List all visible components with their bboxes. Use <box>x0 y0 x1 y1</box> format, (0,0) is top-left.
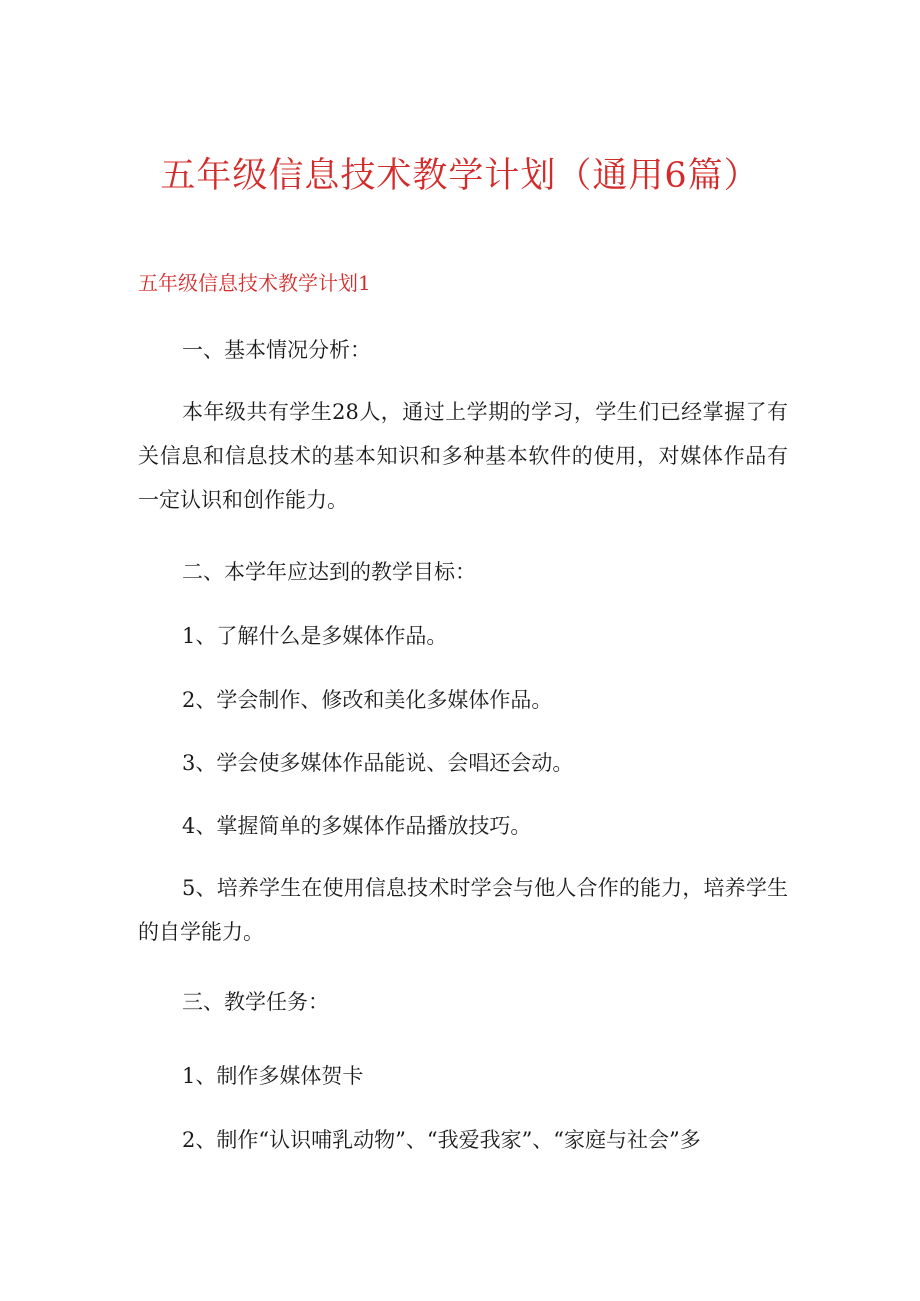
goal-item-2: 2、学会制作、修改和美化多媒体作品。 <box>182 688 553 712</box>
heading-teaching-goals: 二、本学年应达到的教学目标： <box>182 560 476 584</box>
paragraph-student-overview: 本年级共有学生28人，通过上学期的学习，学生们已经掌握了有关信息和信息技术的基本知识和多种基本软件的使用，对媒体作品有一定认识和创作能力。 <box>138 400 788 512</box>
heading-basic-analysis: 一、基本情况分析： <box>182 338 371 362</box>
goal-item-4: 4、掌握简单的多媒体作品播放技巧。 <box>182 814 532 838</box>
goal-item-3: 3、学会使多媒体作品能说、会唱还会动。 <box>182 751 574 775</box>
task-item-2: 2、制作“认识哺乳动物”、“我爱我家”、“家庭与社会”多 <box>182 1128 701 1152</box>
goal-item-1: 1、了解什么是多媒体作品。 <box>182 624 448 648</box>
section-title: 五年级信息技术教学计划1 <box>138 271 371 295</box>
task-item-1: 1、制作多媒体贺卡 <box>182 1064 364 1088</box>
document-title: 五年级信息技术教学计划（通用6篇） <box>160 156 760 196</box>
heading-teaching-tasks: 三、教学任务： <box>182 990 329 1014</box>
goal-item-5: 5、培养学生在使用信息技术时学会与他人合作的能力，培养学生的自学能力。 <box>138 876 788 944</box>
